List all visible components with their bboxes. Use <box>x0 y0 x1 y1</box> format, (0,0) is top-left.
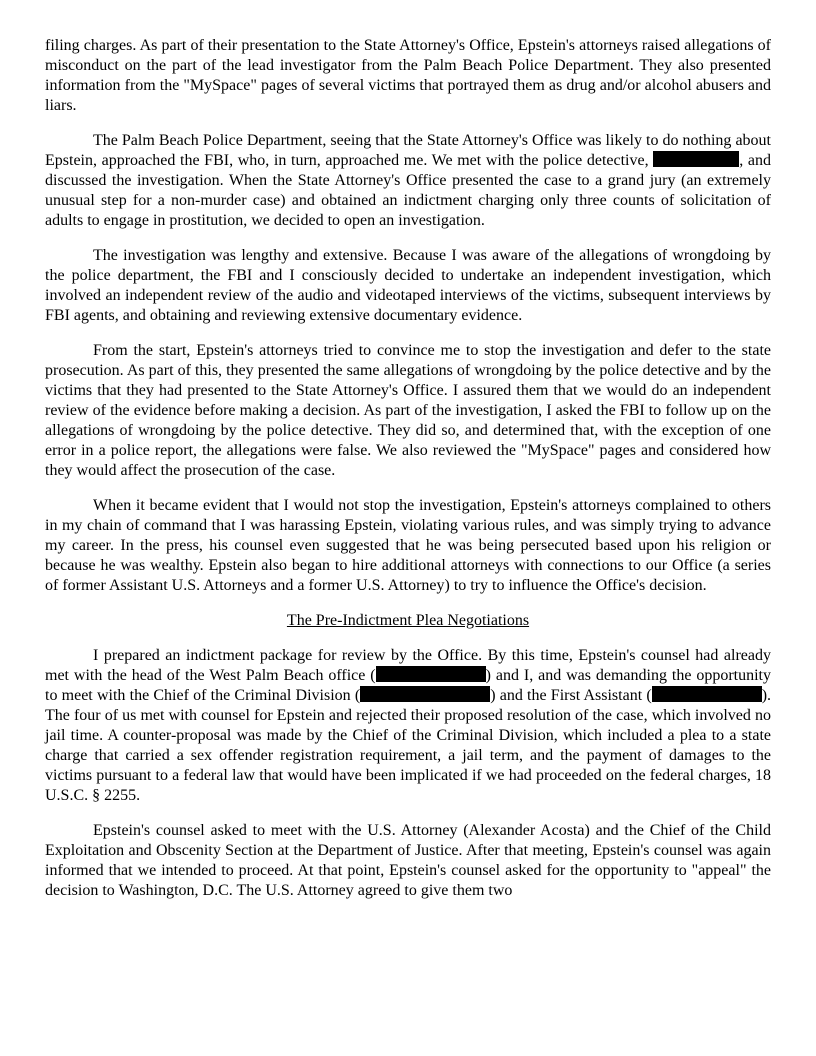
paragraph-text: ). The four of us met with counsel for Epstein and rejected their proposed resolution of the case, which involved no jail time. A counter-proposal was made by the Chief of the Criminal Division, which included a plea to a state charge that carried a sex offender registration requirement, a jail term, and the payment of damages to the victims pursuant to a federal law that would have been implicated if we had proceeded on the federal charges, 18 U.S.C. § 2255. <box>45 687 772 804</box>
document-page <box>45 36 771 916</box>
redaction-block <box>653 151 739 167</box>
paragraph-text: I prepared an indictment package for review by the Office. By this time, Epstein's counsel had already met with the head of the West Palm Beach office ( <box>45 647 771 684</box>
redaction-block <box>360 686 490 702</box>
paragraph-text: ) and I, and was demanding the opportunity to meet with the Chief of the Criminal Division ( <box>45 667 772 704</box>
paragraph-filing-charges <box>45 36 771 116</box>
redaction-block <box>376 666 486 682</box>
paragraph-text: The Palm Beach Police Department, seeing that the State Attorney's Office was likely to do nothing about Epstein, approached the FBI, who, in turn, approached me. We met with the police detective, <box>45 132 771 169</box>
redaction-block <box>652 686 762 702</box>
paragraph-from-the-start <box>45 341 771 481</box>
paragraph-text: When it became evident that I would not stop the investigation, Epstein's attorneys complained to others in my chain of command that I was harassing Epstein, violating various rules, and was simply trying to advance my career. In the press, his counsel even suggested that he was being persecuted based upon his religion or because he was wealthy. Epstein also began to hire additional attorneys with connections to our Office (a series of former Assistant U.S. Attorneys and a former U.S. Attorney) to try to influence the Office's decision. <box>45 497 771 594</box>
paragraph-indictment-package <box>45 646 771 806</box>
paragraph-text: From the start, Epstein's attorneys tried to convince me to stop the investigation and defer to the state prosecution. As part of this, they presented the same allegations of wrongdoing by the police detective and by the victims that they had presented to the State Attorney's Office. I assured them that we would do an independent review of the evidence before making a decision. As part of the investigation, I asked the FBI to follow up on the allegations of wrongdoing by the police detective. They did so, and determined that, with the exception of one error in a police report, the allegations were false. We also reviewed the "MySpace" pages and considered how they would affect the prosecution of the case. <box>45 342 771 479</box>
paragraph-investigation <box>45 246 771 326</box>
paragraph-text: filing charges. As part of their presentation to the State Attorney's Office, Epstein's attorneys raised allegations of misconduct on the part of the lead investigator from the Palm Beach Police Department. They also presented information from the "MySpace" pages of several victims that portrayed them as drug and/or alcohol abusers and liars. <box>45 37 771 114</box>
paragraph-text: Epstein's counsel asked to meet with the U.S. Attorney (Alexander Acosta) and the Chief of the Child Exploitation and Obscenity Section at the Department of Justice. After that meeting, Epstein's counsel was again informed that we intended to proceed. At that point, Epstein's counsel asked for the opportunity to "appeal" the decision to Washington, D.C. The U.S. Attorney agreed to give them two <box>45 822 771 899</box>
paragraph-palm-beach-police <box>45 131 771 231</box>
paragraph-text: , and discussed the investigation. When the State Attorney's Office presented the case to a grand jury (an extremely unusual step for a non-murder case) and obtained an indictment charging only three counts of solicitation of adults to engage in prostitution, we decided to open an investigation. <box>45 152 771 229</box>
paragraph-chain-of-command <box>45 496 771 596</box>
paragraph-text: The investigation was lengthy and extensive. Because I was aware of the allegations of wrongdoing by the police department, the FBI and I consciously decided to undertake an independent investigation, which involved an independent review of the audio and videotaped interviews of the victims, subsequent interviews by FBI agents, and obtaining and reviewing extensive documentary evidence. <box>45 247 771 324</box>
paragraph-text: ) and the First Assistant ( <box>490 687 652 704</box>
paragraph-us-attorney <box>45 821 771 901</box>
section-heading: The Pre-Indictment Plea Negotiations <box>286 612 530 629</box>
